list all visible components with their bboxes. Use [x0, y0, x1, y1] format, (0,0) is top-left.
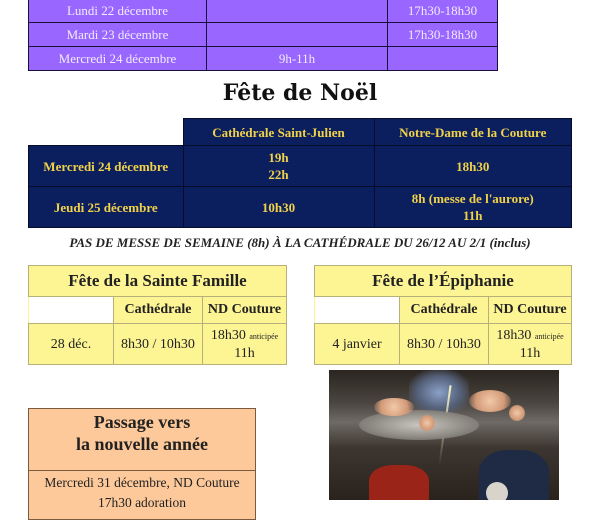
- day-cell: Mardi 23 décembre: [29, 23, 207, 47]
- column-header-couture: ND Couture: [203, 297, 287, 324]
- time-cell: 17h30-18h30: [388, 0, 498, 23]
- noel-schedule-table: [28, 118, 572, 228]
- day-cell: Jeudi 25 décembre: [29, 187, 184, 228]
- time-line: 18h30: [456, 158, 490, 174]
- day-cell: Mercredi 24 décembre: [29, 146, 184, 187]
- empty-header-cell: [29, 119, 184, 146]
- figure: [369, 465, 429, 500]
- day-cell: Mercredi 24 décembre: [29, 47, 207, 71]
- cathedrale-time-cell: 8h30 / 10h30: [114, 324, 203, 365]
- passage-title-line: Passage vers: [93, 412, 191, 432]
- time-cell: [374, 187, 572, 228]
- passage-title-line: la nouvelle année: [75, 434, 208, 454]
- cherub: [469, 390, 511, 412]
- date-cell: 4 janvier: [315, 324, 400, 365]
- time-cell: [183, 146, 374, 187]
- table-row: [29, 146, 572, 187]
- sky-glow: [409, 370, 469, 415]
- nativity-painting-image: [329, 370, 559, 500]
- time-cell: 9h-11h: [207, 47, 388, 71]
- passage-detail-line: Mercredi 31 décembre, ND Couture: [44, 475, 240, 490]
- feast-title: Fête de la Sainte Famille: [29, 266, 287, 297]
- cherub: [374, 398, 414, 416]
- cherub: [509, 405, 525, 421]
- no-weekday-mass-notice: PAS DE MESSE DE SEMAINE (8h) À LA CATHÉDRALE DU 26/12 AU 2/1 (inclus): [69, 235, 531, 250]
- anticipated-note: anticipée: [249, 331, 279, 341]
- time-line: 18h30: [210, 327, 246, 343]
- confession-schedule-table: [28, 0, 498, 71]
- table-row: [29, 47, 498, 71]
- anticipated-note: anticipée: [534, 331, 564, 341]
- column-header-couture: Notre-Dame de la Couture: [374, 119, 572, 146]
- time-line: 22h: [268, 167, 289, 182]
- time-line: 11h: [519, 345, 541, 361]
- table-row: [29, 187, 572, 228]
- time-line: 19h: [268, 150, 289, 165]
- day-cell: Lundi 22 décembre: [29, 0, 207, 23]
- empty-header-cell: [315, 297, 400, 324]
- empty-header-cell: [29, 297, 114, 324]
- time-cell: [207, 23, 388, 47]
- table-row: [29, 0, 498, 23]
- feast-epiphanie-table: [314, 265, 572, 365]
- time-line: 11h: [462, 208, 483, 223]
- passage-title: [29, 409, 255, 471]
- time-cell: [207, 0, 388, 23]
- column-header-cathedrale: Cathédrale: [400, 297, 489, 324]
- column-header-couture: ND Couture: [489, 297, 572, 324]
- cathedrale-time-cell: 8h30 / 10h30: [400, 324, 489, 365]
- time-line: 18h30: [496, 327, 532, 343]
- couture-time-cell: [489, 324, 572, 365]
- time-line: 11h: [234, 345, 255, 361]
- figure: [486, 482, 508, 500]
- time-cell: [183, 187, 374, 228]
- feast-title: Fête de l’Épiphanie: [315, 266, 572, 297]
- couture-time-cell: [203, 324, 287, 365]
- feast-sainte-famille-table: [28, 265, 287, 365]
- time-cell: [374, 146, 572, 187]
- time-line: 8h (messe de l'aurore): [411, 191, 534, 206]
- new-year-passage-box: [28, 408, 256, 520]
- column-header-cathedrale: Cathédrale Saint-Julien: [183, 119, 374, 146]
- passage-detail-line: 17h30 adoration: [97, 495, 187, 510]
- time-cell: 17h30-18h30: [388, 23, 498, 47]
- column-header-cathedrale: Cathédrale: [114, 297, 203, 324]
- time-cell: [388, 47, 498, 71]
- table-header-row: [29, 119, 572, 146]
- cherub: [419, 415, 435, 431]
- date-cell: 28 déc.: [29, 324, 114, 365]
- noel-title: Fête de Noël: [222, 80, 378, 106]
- time-line: 10h30: [261, 199, 296, 215]
- table-row: [29, 23, 498, 47]
